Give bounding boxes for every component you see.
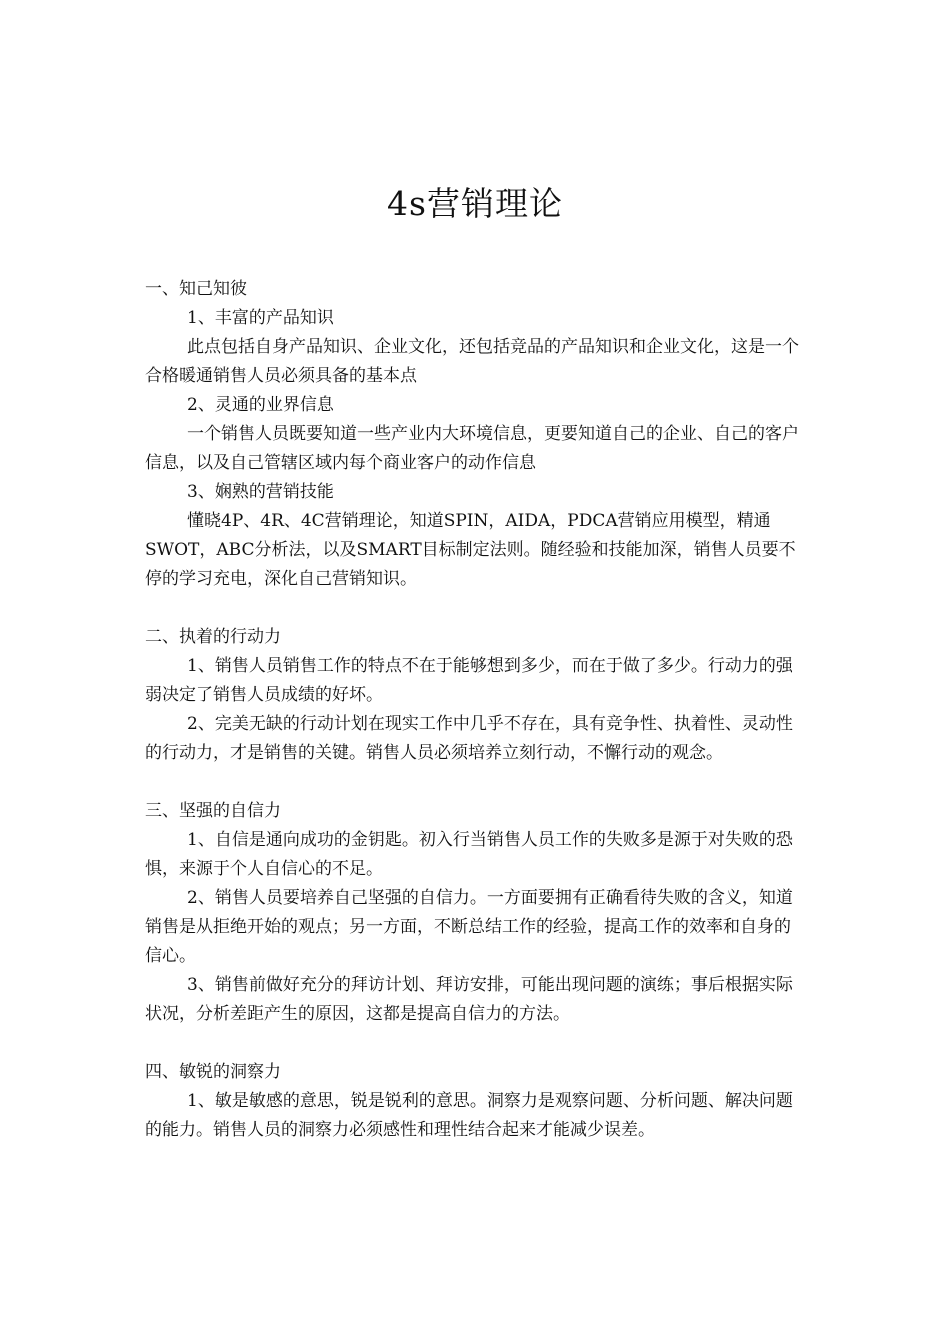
document-title: 4s营销理论: [387, 184, 563, 223]
section-1-paragraph-1: 此点包括自身产品知识、企业文化，还包括竞品的产品知识和企业文化，这是一个合格暖通销售人员必须具备的基本点: [145, 337, 799, 386]
section-2-paragraph-1: 1、销售人员销售工作的特点不在于能够想到多少，而在于做了多少。行动力的强弱决定了销售人员成绩的好坏。: [145, 656, 793, 705]
section-3-paragraph-1: 1、自信是通向成功的金钥匙。初入行当销售人员工作的失败多是源于对失败的恐惧，来源于个人自信心的不足。: [145, 830, 793, 879]
section-2-heading: 二、执着的行动力: [145, 627, 281, 647]
section-1-subheading-3: 3、娴熟的营销技能: [187, 482, 334, 502]
section-spacer: [145, 594, 805, 623]
section-3-paragraph-2: 2、销售人员要培养自己坚强的自信力。一方面要拥有正确看待失败的含义，知道销售是从拒绝开始的观点；另一方面，不断总结工作的经验，提高工作的效率和自身的信心。: [145, 888, 793, 966]
document-body: [145, 275, 805, 1145]
section-1-subheading-1: 1、丰富的产品知识: [187, 308, 334, 328]
section-4-heading: 四、敏锐的洞察力: [145, 1062, 281, 1082]
section-1-subheading-2: 2、灵通的业界信息: [187, 395, 334, 415]
section-1-heading: 一、知己知彼: [145, 279, 247, 299]
section-spacer: [145, 768, 805, 797]
section-3-heading: 三、坚强的自信力: [145, 801, 281, 821]
section-3-paragraph-3: 3、销售前做好充分的拜访计划、拜访安排，可能出现问题的演练；事后根据实际状况，分析差距产生的原因，这都是提高自信力的方法。: [145, 975, 793, 1024]
section-2-paragraph-2: 2、完美无缺的行动计划在现实工作中几乎不存在，具有竞争性、执着性、灵动性的行动力，才是销售的关键。销售人员必须培养立刻行动，不懈行动的观念。: [145, 714, 793, 763]
section-spacer: [145, 1029, 805, 1058]
section-1-paragraph-3: 懂晓4P、4R、4C营销理论，知道SPIN，AIDA，PDCA营销应用模型，精通SWOT，ABC分析法，以及SMART目标制定法则。随经验和技能加深，销售人员要不停的学习充电，深化自己营销知识。: [145, 511, 796, 589]
section-1-paragraph-2: 一个销售人员既要知道一些产业内大环境信息，更要知道自己的企业、自己的客户信息，以及自己管辖区域内每个商业客户的动作信息: [145, 424, 799, 473]
section-4-paragraph-1: 1、敏是敏感的意思，锐是锐利的意思。洞察力是观察问题、分析问题、解决问题的能力。销售人员的洞察力必须感性和理性结合起来才能减少误差。: [145, 1091, 793, 1140]
